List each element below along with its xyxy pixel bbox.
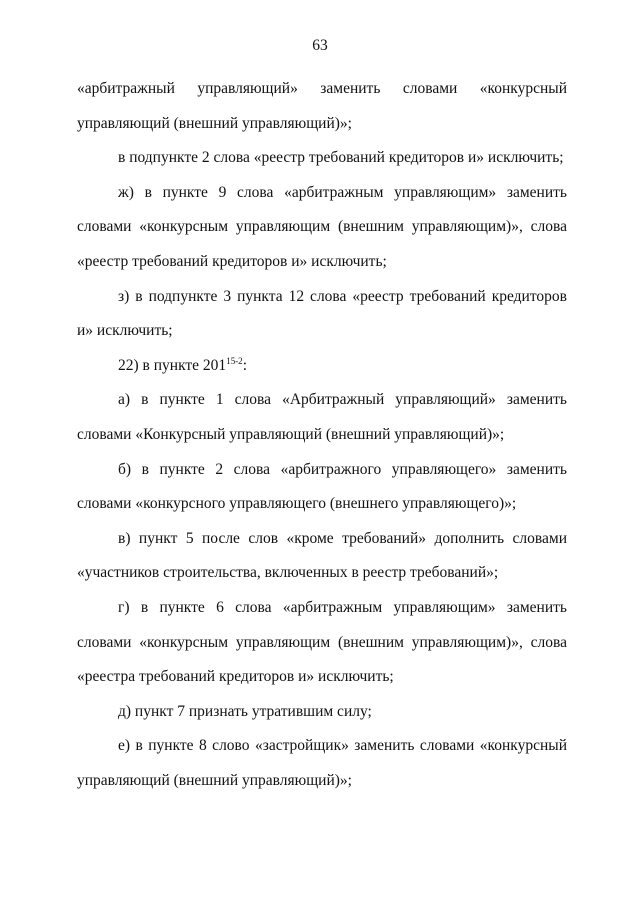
paragraph-item-g: г) в пункте 6 слова «арбитражным управляющим» заменить словами «конкурсным управляющим (внешним управляющим)», слова «реестра требований кредиторов и» исключить; — [77, 598, 567, 686]
paragraph-item-22 — [77, 349, 567, 384]
paragraph-item-e: е) в пункте 8 слово «застройщик» заменить словами «конкурсный управляющий (внешний управляющий)»; — [77, 737, 567, 789]
document-body — [77, 72, 567, 798]
item-22-prefix: 22) в пункте 201 — [118, 356, 227, 374]
paragraph-continuation: «арбитражный управляющий» заменить словами «конкурсный управляющий (внешний управляющий)»; — [77, 80, 567, 132]
paragraph-item-b: б) в пункте 2 слова «арбитражного управляющего» заменить словами «конкурсного управляющего (внешнего управляющего)»; — [77, 460, 567, 513]
paragraph-item-d: д) пункт 7 признать утратившим силу; — [118, 702, 372, 720]
paragraph-subitem-2: в подпункте 2 слова «реестр требований кредиторов и» исключить; — [118, 149, 564, 167]
item-22-superscript: 15-2 — [226, 355, 243, 366]
paragraph-item-zh: ж) в пункте 9 слова «арбитражным управляющим» заменить словами «конкурсным управляющим (внешним управляющим)», слова «реестр требований кредиторов и» исключить; — [77, 183, 567, 270]
page-number: 63 — [312, 37, 328, 54]
paragraph-item-a: а) в пункте 1 слова «Арбитражный управляющий» заменить словами «Конкурсный управляющий (внешний управляющий)»; — [77, 391, 567, 443]
paragraph-item-z: з) в подпункте 3 пункта 12 слова «реестр требований кредиторов и» исключить; — [77, 287, 567, 340]
paragraph-item-v: в) пункт 5 после слов «кроме требований» дополнить словами «участников строительства, включенных в реестр требований»; — [77, 529, 567, 582]
item-22-suffix: : — [242, 356, 247, 374]
